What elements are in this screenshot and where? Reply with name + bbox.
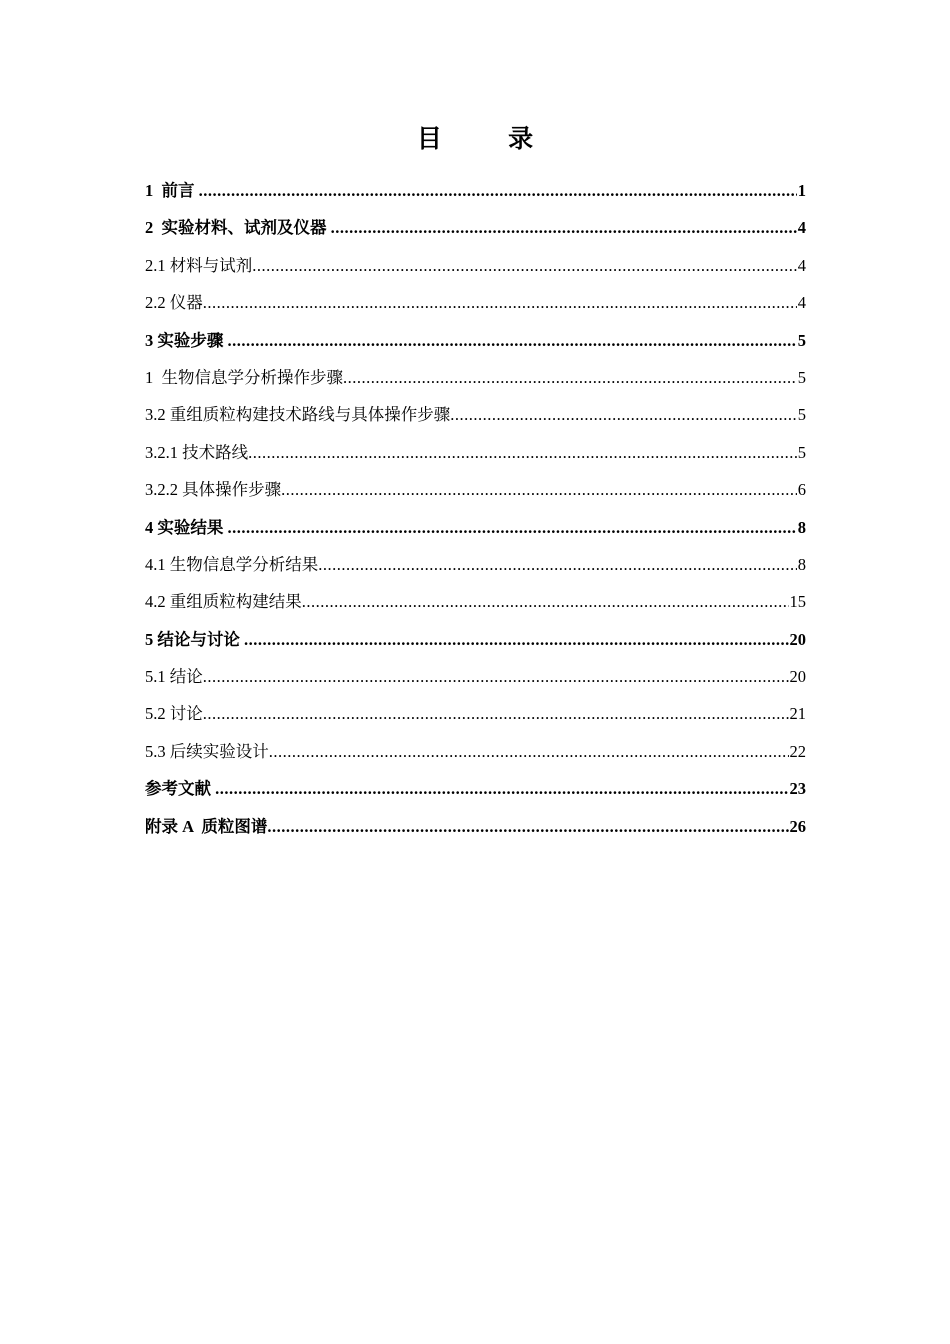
toc-dot-leader bbox=[331, 209, 797, 246]
toc-entry[interactable] bbox=[145, 247, 806, 284]
table-of-contents bbox=[145, 172, 806, 845]
toc-entry-page: 5 bbox=[797, 367, 806, 387]
toc-entry[interactable] bbox=[145, 209, 806, 246]
toc-entry-label: 5 结论与讨论 bbox=[145, 629, 244, 649]
toc-entry-page: 26 bbox=[789, 816, 806, 836]
toc-entry-label: 2.2 仪器 bbox=[145, 293, 203, 313]
toc-entry-label: 附录 A 质粒图谱 bbox=[145, 816, 268, 836]
toc-dot-leader bbox=[343, 359, 797, 396]
toc-entry-label: 1 生物信息学分析操作步骤 bbox=[145, 367, 343, 387]
toc-entry-label: 4 实验结果 bbox=[145, 517, 228, 537]
toc-entry-page: 4 bbox=[797, 255, 806, 275]
toc-entry[interactable] bbox=[145, 172, 806, 209]
toc-dot-leader bbox=[450, 396, 797, 433]
toc-entry-page: 20 bbox=[789, 667, 806, 687]
toc-dot-leader bbox=[248, 434, 797, 471]
toc-entry-page: 20 bbox=[789, 629, 806, 649]
toc-entry-page: 4 bbox=[797, 293, 806, 313]
toc-dot-leader bbox=[203, 695, 789, 732]
toc-dot-leader bbox=[203, 284, 797, 321]
toc-entry-label: 参考文献 bbox=[145, 779, 216, 799]
toc-entry-label: 4.2 重组质粒构建结果 bbox=[145, 592, 302, 612]
toc-entry-label: 3.2.1 技术路线 bbox=[145, 442, 249, 462]
toc-entry-label: 3 实验步骤 bbox=[145, 330, 228, 350]
toc-entry-label: 5.1 结论 bbox=[145, 667, 203, 687]
toc-entry[interactable] bbox=[145, 471, 806, 508]
toc-entry-page: 21 bbox=[789, 704, 806, 724]
toc-entry[interactable] bbox=[145, 770, 806, 807]
toc-dot-leader bbox=[318, 546, 797, 583]
toc-entry-label: 2 实验材料、试剂及仪器 bbox=[145, 218, 331, 238]
toc-entry-page: 8 bbox=[797, 554, 806, 574]
toc-dot-leader bbox=[269, 733, 789, 770]
toc-entry-label: 5.2 讨论 bbox=[145, 704, 203, 724]
toc-entry-page: 1 bbox=[797, 181, 806, 200]
toc-entry[interactable] bbox=[145, 695, 806, 732]
toc-entry-page: 22 bbox=[789, 741, 806, 761]
toc-entry-page: 8 bbox=[797, 517, 806, 537]
toc-entry[interactable] bbox=[145, 359, 806, 396]
toc-dot-leader bbox=[228, 322, 797, 359]
toc-entry[interactable] bbox=[145, 808, 806, 845]
toc-entry[interactable] bbox=[145, 396, 806, 433]
toc-dot-leader bbox=[215, 770, 788, 807]
toc-entry-page: 6 bbox=[797, 480, 806, 500]
toc-entry[interactable] bbox=[145, 658, 806, 695]
toc-entry[interactable] bbox=[145, 434, 806, 471]
toc-dot-leader bbox=[199, 172, 797, 209]
toc-entry-page: 5 bbox=[797, 405, 806, 425]
toc-entry[interactable] bbox=[145, 733, 806, 770]
toc-entry-label: 2.1 材料与试剂 bbox=[145, 255, 253, 275]
toc-dot-leader bbox=[244, 621, 789, 658]
toc-entry-page: 15 bbox=[789, 592, 806, 612]
toc-entry-label: 3.2.2 具体操作步骤 bbox=[145, 480, 282, 500]
toc-entry-label: 5.3 后续实验设计 bbox=[145, 741, 269, 761]
toc-entry[interactable] bbox=[145, 583, 806, 620]
toc-entry-label: 3.2 重组质粒构建技术路线与具体操作步骤 bbox=[145, 405, 451, 425]
toc-entry[interactable] bbox=[145, 284, 806, 321]
toc-entry-page: 23 bbox=[789, 779, 806, 799]
toc-entry-label: 1 前言 bbox=[145, 181, 199, 200]
toc-title: 目 录 bbox=[416, 126, 564, 153]
toc-dot-leader bbox=[267, 808, 788, 845]
toc-dot-leader bbox=[203, 658, 789, 695]
toc-entry-page: 5 bbox=[797, 442, 806, 462]
toc-dot-leader bbox=[281, 471, 797, 508]
toc-dot-leader bbox=[228, 509, 797, 546]
toc-entry-page: 5 bbox=[797, 330, 806, 350]
toc-dot-leader bbox=[252, 247, 797, 284]
toc-entry[interactable] bbox=[145, 546, 806, 583]
toc-entry-page: 4 bbox=[797, 218, 806, 238]
toc-dot-leader bbox=[302, 583, 789, 620]
toc-entry[interactable] bbox=[145, 322, 806, 359]
toc-entry[interactable] bbox=[145, 621, 806, 658]
toc-entry[interactable] bbox=[145, 509, 806, 546]
toc-entry-label: 4.1 生物信息学分析结果 bbox=[145, 554, 319, 574]
